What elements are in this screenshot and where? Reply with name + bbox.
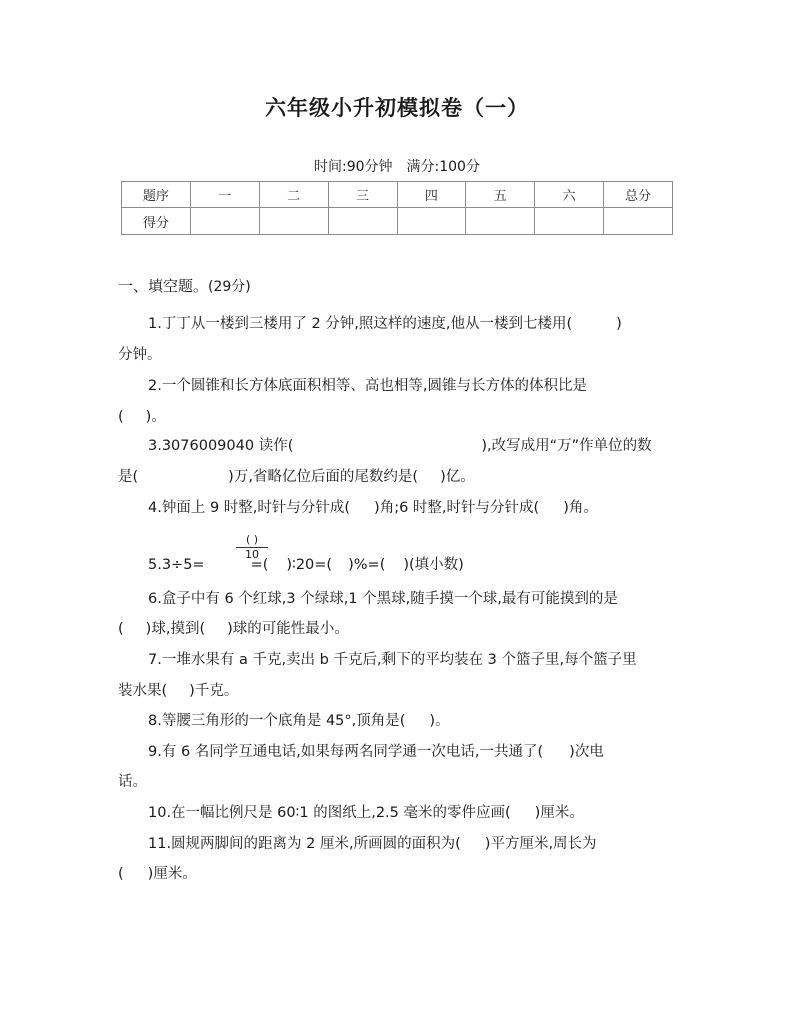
score-table-header-row (122, 182, 673, 208)
header-cell: 四 (397, 182, 466, 208)
section-heading (118, 275, 251, 296)
question-9: 9.有 6 名同学互通电话,如果每两名同学通一次电话,一共通了( )次电 (148, 744, 604, 760)
q9-text: 9.有 6 名同学互通电话,如果每两名同学通一次电话,一共通了( (148, 744, 544, 760)
header-cell: 六 (535, 182, 604, 208)
q10-text: 10.在一幅比例尺是 60∶1 的图纸上,2.5 毫米的零件应画( (148, 805, 511, 821)
full-score: 满分:100分 (406, 159, 480, 175)
score-cell[interactable] (535, 208, 604, 235)
header-cell: 五 (466, 182, 535, 208)
q4-text: 4.钟面上 9 时整,时针与分针成( (148, 500, 351, 516)
question-9-cont: 话。 (118, 774, 147, 790)
q11-text: 11.圆规两脚间的距离为 2 厘米,所画圆的面积为( (148, 836, 461, 852)
question-11-cont: ( )厘米。 (118, 866, 197, 882)
header-cell: 一 (190, 182, 259, 208)
question-1-cont: 分钟。 (118, 347, 162, 363)
score-table-score-row (122, 208, 673, 235)
score-cell[interactable] (259, 208, 328, 235)
time-limit: 时间:90分钟 (314, 159, 393, 175)
row-label: 得分 (122, 208, 191, 235)
question-1: 1.丁丁从一楼到三楼用了 2 分钟,照这样的速度,他从一楼到七楼用( ) (148, 316, 622, 332)
header-cell: 题序 (122, 182, 191, 208)
q5-text: 5.3÷5= (148, 557, 205, 573)
score-cell[interactable] (466, 208, 535, 235)
question-3: 3.3076009040 读作( ),改写成用“万”作单位的数 (148, 438, 652, 454)
question-3-cont: 是( )万,省略亿位后面的尾数约是( )亿。 (118, 469, 475, 485)
question-4: 4.钟面上 9 时整,时针与分针成( )角;6 时整,时针与分针成( )角。 (148, 500, 598, 516)
score-cell[interactable] (328, 208, 397, 235)
score-cell[interactable] (397, 208, 466, 235)
section-label: 一、填空题。 (118, 277, 209, 295)
question-8: 8.等腰三角形的一个底角是 45°,顶角是( )。 (148, 713, 450, 729)
q2-text: 2.一个圆锥和长方体底面积相等、高也相等,圆锥与长方体的体积比是 (148, 378, 587, 394)
question-7 (118, 648, 678, 669)
question-2 (118, 374, 678, 395)
section-points: (29分) (208, 279, 251, 295)
q7-text: 7.一堆水果有 a 千克,卖出 b 千克后,剩下的平均装在 3 个篮子里,每个篮子里 (148, 652, 637, 668)
score-cell[interactable] (604, 208, 673, 235)
question-6-cont: ( )球,摸到( )球的可能性最小。 (118, 621, 349, 637)
question-7-cont: 装水果( )千克。 (118, 683, 239, 699)
header-cell: 二 (259, 182, 328, 208)
fraction-denominator: 10 (245, 548, 259, 561)
question-2-cont: ( )。 (118, 409, 166, 425)
question-10: 10.在一幅比例尺是 60∶1 的图纸上,2.5 毫米的零件应画( )厘米。 (148, 805, 584, 821)
header-cell: 三 (328, 182, 397, 208)
question-11: 11.圆规两脚间的距离为 2 厘米,所画圆的面积为( )平方厘米,周长为 (148, 836, 597, 852)
page-title: 六年级小升初模拟卷（一） (265, 96, 529, 120)
question-6 (118, 587, 678, 608)
question-5: 5.3÷5= =( )∶20=( )%=( )(填小数) (148, 557, 464, 573)
score-cell[interactable] (190, 208, 259, 235)
score-table (121, 181, 673, 235)
fraction-numerator[interactable]: ( ) (245, 533, 259, 546)
header-cell: 总分 (604, 182, 673, 208)
q6-text: 6.盒子中有 6 个红球,3 个绿球,1 个黑球,随手摸一个球,最有可能摸到的是 (148, 591, 618, 607)
exam-meta (0, 156, 794, 176)
q3-text: 3.3076009040 读作( (148, 438, 294, 454)
q8-text: 8.等腰三角形的一个底角是 45°,顶角是( (148, 713, 406, 729)
q1-text: 1.丁丁从一楼到三楼用了 2 分钟,照这样的速度,他从一楼到七楼用( (148, 316, 573, 332)
